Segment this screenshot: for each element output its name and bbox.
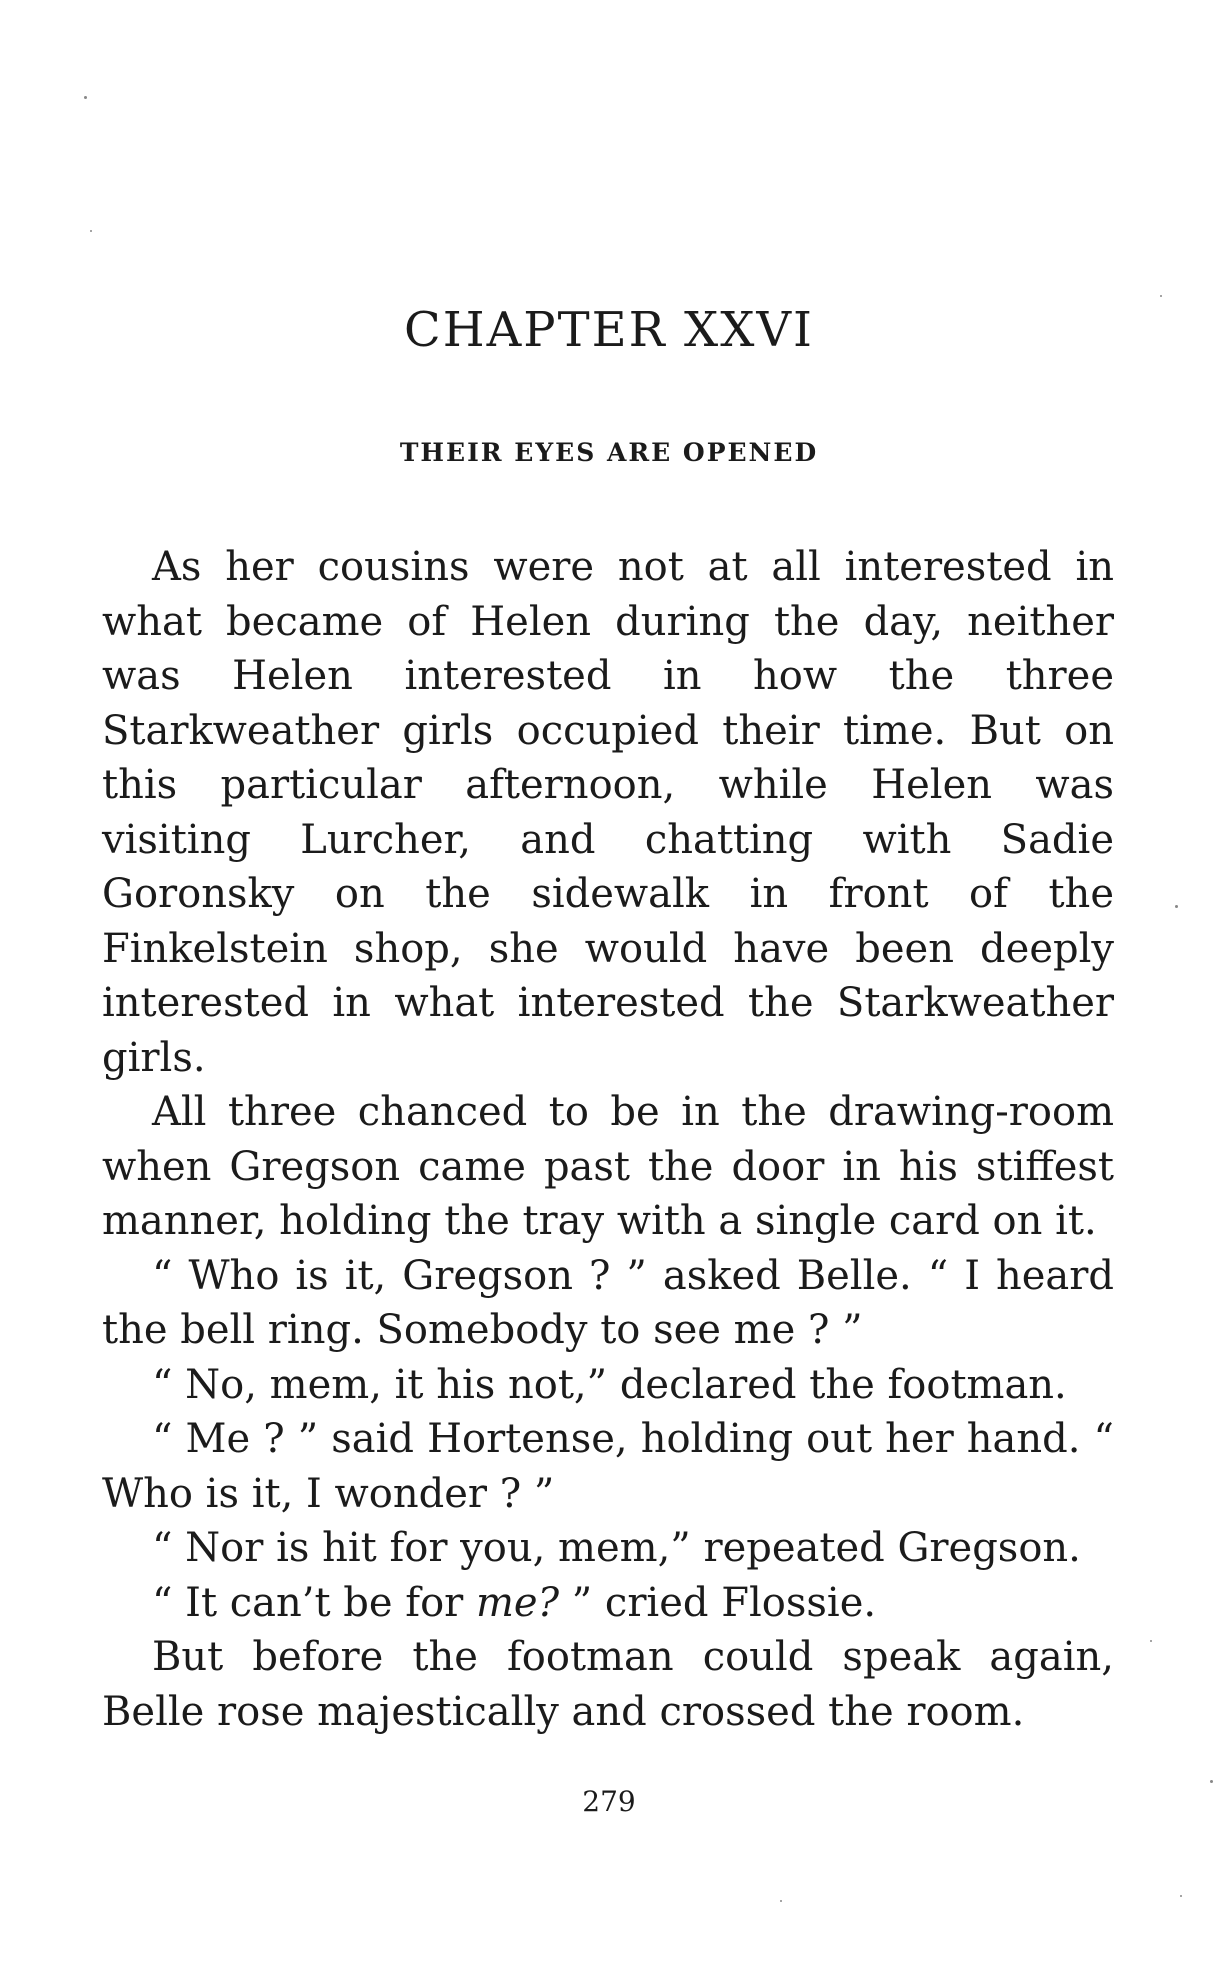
paragraph: As her cousins were not at all interested in what became of Helen during the day, neither was Helen interested in how the three Starkweather girls occupied their time. But on this particular afternoon, while Helen was visiting Lurcher, and chatting with Sadie Goronsky on the sidewalk in front of the Finkelstein shop, she would have been deeply interested in what interested the Starkweather girls. [102, 544, 1114, 1081]
paragraph: “ Who is it, Gregson ? ” asked Belle. “ I heard the bell ring. Somebody to see me ? ” [102, 1252, 1114, 1353]
paper-speck [90, 230, 92, 232]
paragraph: “ Nor is hit for you, mem,” repeated Gregson. [152, 1525, 1081, 1571]
paragraph: All three chanced to be in the drawing-room when Gregson came past the door in his stiffest manner, holding the tray with a single card on it. [102, 1089, 1114, 1244]
flossie-after: ” cried Flossie. [559, 1579, 877, 1626]
paper-speck [1150, 1640, 1152, 1642]
page-number: 279 [582, 1785, 636, 1818]
chapter-title: CHAPTER XXVI [404, 302, 814, 358]
paragraph: “ Me ? ” said Hortense, holding out her hand. “ Who is it, I wonder ? ” [102, 1416, 1114, 1517]
paragraph: But before the footman could speak again, Belle rose majestically and crossed the room. [102, 1634, 1114, 1735]
paper-speck [1210, 1780, 1213, 1783]
paragraph-flossie [102, 1576, 1114, 1631]
paragraph: “ No, mem, it his not,” declared the footman. [152, 1361, 1067, 1408]
paper-speck [84, 96, 87, 99]
flossie-before: “ It can’t be for [152, 1579, 476, 1626]
paper-speck [1160, 295, 1162, 297]
paper-speck [780, 1900, 782, 1902]
paper-speck [1175, 905, 1178, 908]
paper-speck [1180, 1895, 1182, 1897]
flossie-italic: me? [475, 1579, 560, 1626]
body-text [102, 540, 1114, 1739]
chapter-subtitle: THEIR EYES ARE OPENED [399, 438, 819, 467]
